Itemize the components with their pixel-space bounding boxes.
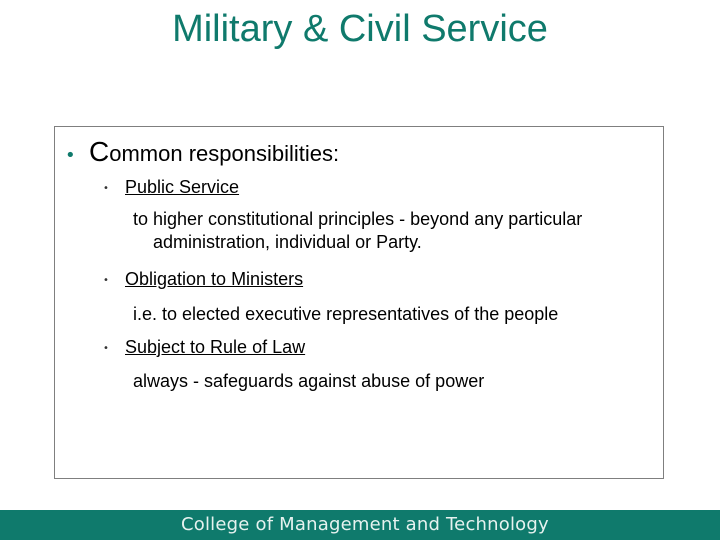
item-heading: Public Service — [125, 177, 240, 197]
item-heading: Subject to Rule of Law — [125, 337, 306, 357]
footer-text: College of Management and Technology — [181, 514, 549, 535]
sub-bullet-icon: • — [103, 343, 109, 354]
footer-bar — [0, 510, 720, 540]
item-description: i.e. to elected executive representatives of the people — [133, 304, 559, 324]
sub-bullet-icon: • — [103, 183, 109, 194]
item-description: to higher constitutional principles - beyond any particular administration, individual or Party. — [133, 209, 583, 252]
sub-bullet-icon: • — [103, 275, 109, 286]
content-box — [54, 126, 664, 479]
slide-title: Military & Civil Service — [172, 8, 548, 50]
main-bullet — [65, 136, 339, 168]
item-description: always - safeguards against abuse of power — [133, 371, 485, 391]
main-bullet-text: Common responsibilities: — [89, 136, 340, 167]
item-heading: Obligation to Ministers — [125, 269, 304, 289]
bullet-icon: • — [65, 145, 76, 166]
